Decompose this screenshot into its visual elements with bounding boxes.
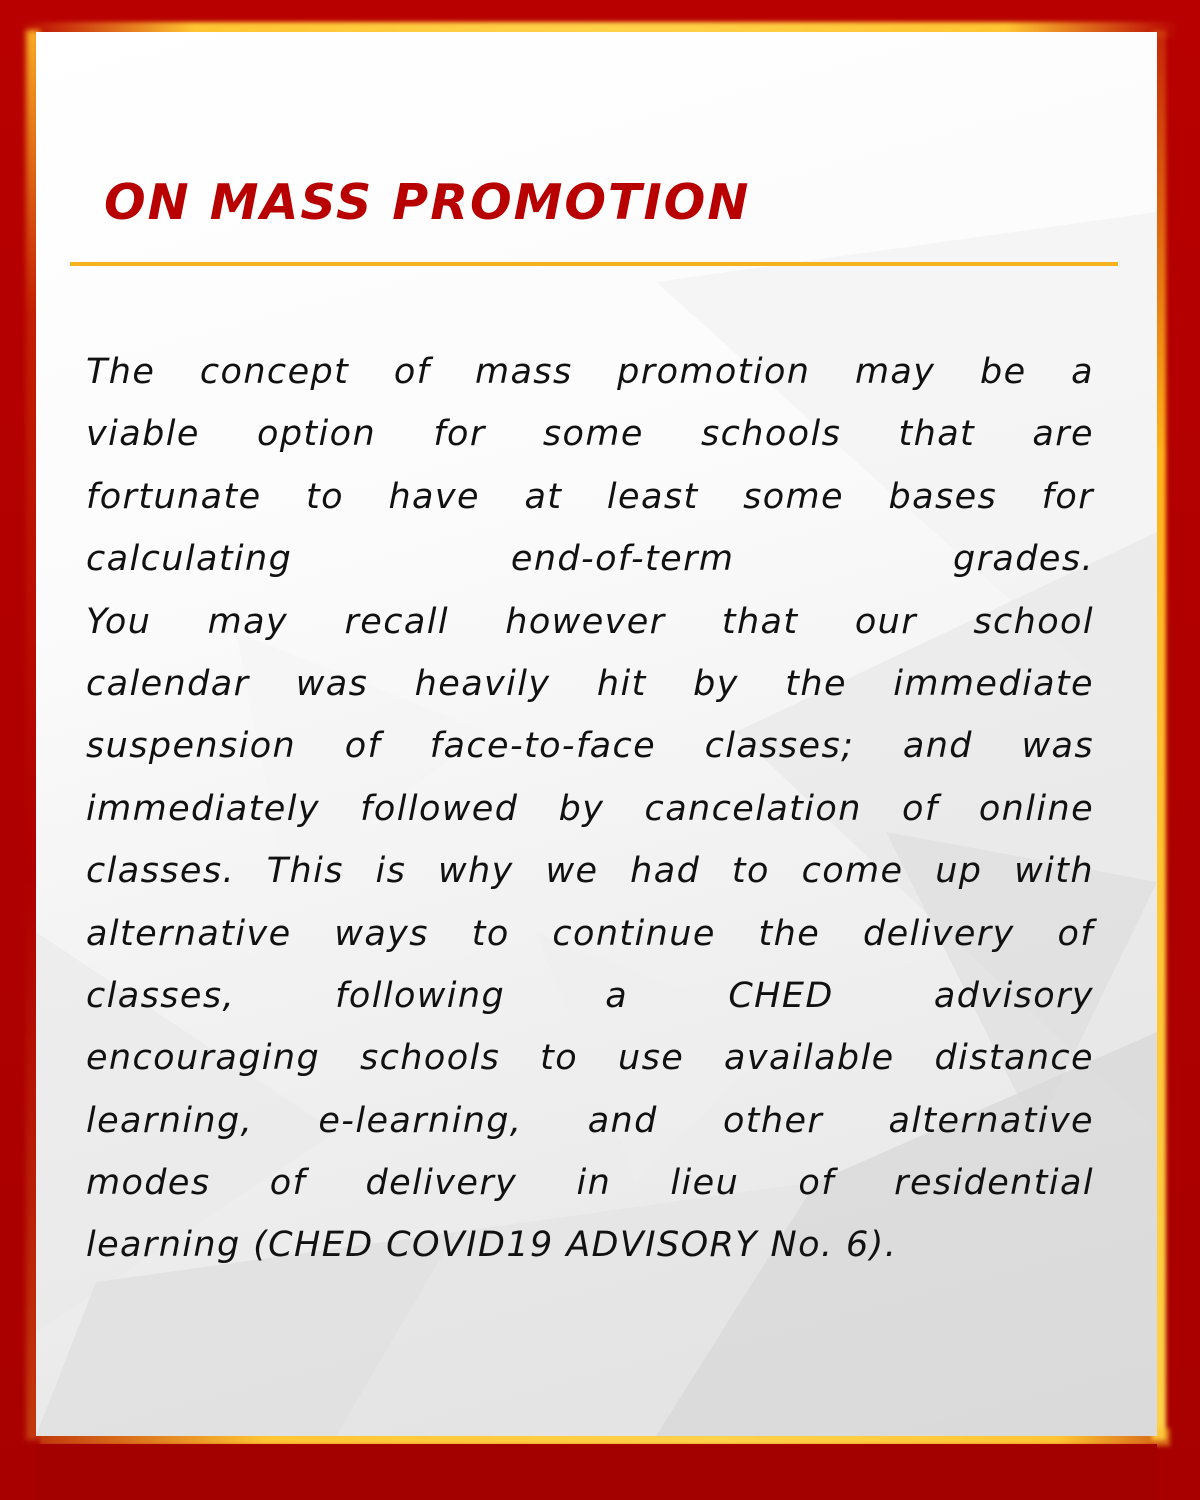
body-line: alternative ways to continue the delivery of (86, 913, 1094, 954)
body-line: immediately followed by cancelation of online (86, 788, 1094, 829)
body-line: modes of delivery in lieu of residential (86, 1163, 1094, 1204)
body-line: learning (CHED COVID19 ADVISORY No. 6). (86, 1225, 898, 1266)
bottom-red-band (36, 1444, 1157, 1500)
body-paragraph (86, 341, 1094, 1277)
body-line: encouraging schools to use available distance (86, 1038, 1094, 1079)
body-line: calendar was heavily hit by the immediate (86, 663, 1094, 704)
body-line: viable option for some schools that are (86, 414, 1094, 455)
body-line: fortunate to have at least some bases for (86, 476, 1094, 517)
content-panel (36, 32, 1157, 1436)
body-line: classes. This is why we had to come up with (86, 851, 1094, 892)
title-divider (70, 262, 1118, 266)
body-line: calculating end-of-term grades. (86, 539, 1094, 580)
body-line: You may recall however that our school (86, 601, 1094, 642)
page-title: ON MASS PROMOTION (104, 174, 751, 231)
body-line: The concept of mass promotion may be a (86, 352, 1094, 392)
body-line: suspension of face-to-face classes; and was (86, 726, 1094, 767)
body-line: classes, following a CHED advisory (86, 975, 1094, 1016)
body-line: learning, e-learning, and other alternative (86, 1100, 1094, 1141)
